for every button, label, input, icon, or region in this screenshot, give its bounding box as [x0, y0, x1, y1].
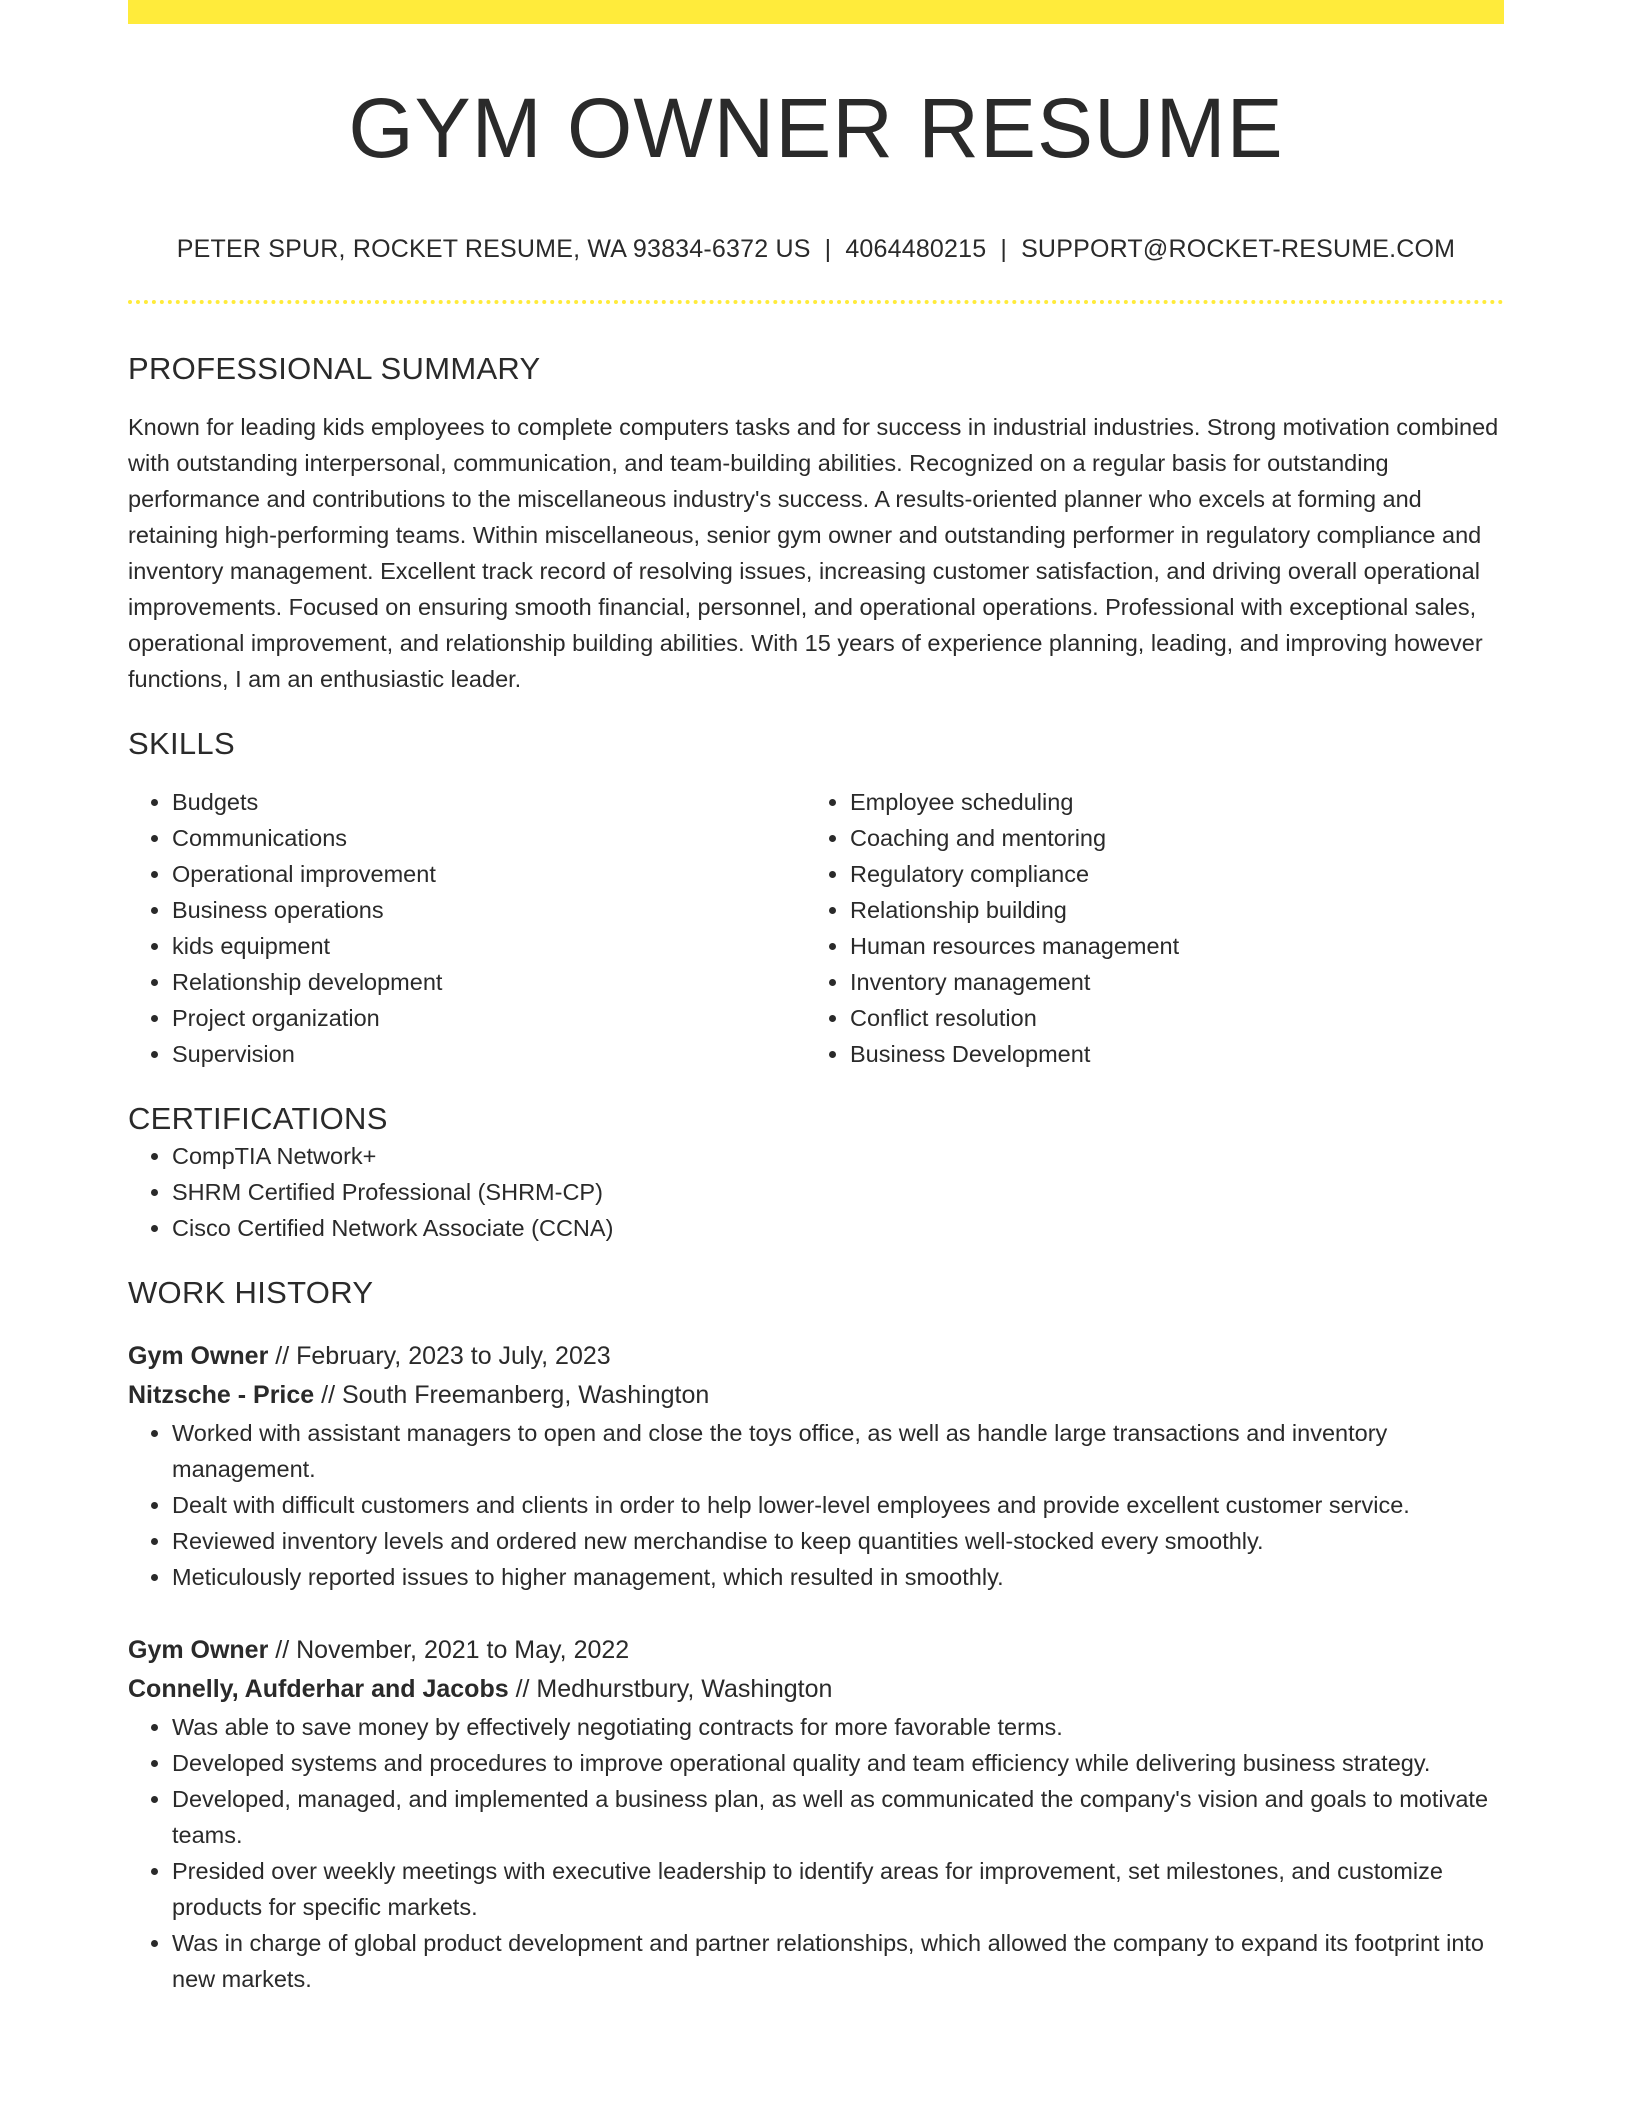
- certification-item: • SHRM Certified Professional (SHRM-CP): [172, 1174, 1504, 1210]
- skill-item: • Communications: [172, 820, 806, 856]
- skill-item: • Inventory management: [850, 964, 1484, 1000]
- job-bullets: [128, 1415, 1504, 1595]
- job-bullet: • Developed systems and procedures to improve operational quality and team efficiency while delivering business strategy.: [172, 1745, 1504, 1781]
- contact-separator: |: [1000, 235, 1008, 263]
- certifications-heading: CERTIFICATIONS: [128, 1101, 388, 1137]
- skills-heading: SKILLS: [128, 726, 235, 762]
- job-bullet: • Meticulously reported issues to higher management, which resulted in smoothly.: [172, 1559, 1504, 1595]
- job-location: // South Freemanberg, Washington: [321, 1380, 710, 1409]
- skill-item: • Relationship building: [850, 892, 1484, 928]
- contact-line: [128, 234, 1504, 264]
- job-dates: // November, 2021 to May, 2022: [275, 1635, 630, 1664]
- skill-item: • kids equipment: [172, 928, 806, 964]
- job-bullet: • Was in charge of global product development and partner relationships, which allowed the company to expand its footprint into new markets.: [172, 1925, 1504, 1997]
- work-history-heading: WORK HISTORY: [128, 1274, 374, 1310]
- contact-email: SUPPORT@ROCKET-RESUME.COM: [1021, 235, 1456, 263]
- summary-text: Known for leading kids employees to complete computers tasks and for success in industrial industries. Strong motivation combined with outstanding interpersonal, communication, and team-building abilities. Recognized on a regular basis for outstanding performance and contributions to the miscellaneous industry's success. A results-oriented planner who excels at forming and retaining high-performing teams. Within miscellaneous, senior gym owner and outstanding performer in regulatory compliance and inventory management. Excellent track record of resolving issues, increasing customer satisfaction, and driving overall operational improvements. Focused on ensuring smooth financial, personnel, and operational operations. Professional with exceptional sales, operational improvement, and relationship building abilities. With 15 years of experience planning, leading, and improving however functions, I am an enthusiastic leader.: [128, 414, 1499, 693]
- skill-item: • Conflict resolution: [850, 1000, 1484, 1036]
- job-title-line: [128, 1631, 1504, 1670]
- resume-page: [128, 0, 1504, 1997]
- job-company-line: [128, 1670, 1504, 1709]
- dotted-divider: [128, 300, 1504, 304]
- job-company-line: [128, 1376, 1504, 1415]
- skills-column-right: [806, 784, 1484, 1072]
- job-location: // Medhurstbury, Washington: [515, 1674, 833, 1703]
- skill-item: • Operational improvement: [172, 856, 806, 892]
- summary-heading: PROFESSIONAL SUMMARY: [128, 351, 541, 386]
- skill-item: • Coaching and mentoring: [850, 820, 1484, 856]
- skill-item: • Regulatory compliance: [850, 856, 1484, 892]
- skill-item: • Business Development: [850, 1036, 1484, 1072]
- resume-title: GYM OWNER RESUME: [348, 81, 1284, 175]
- certifications-list: [128, 1138, 1504, 1246]
- job-bullets: [128, 1709, 1504, 1997]
- job-dates: // February, 2023 to July, 2023: [275, 1341, 611, 1370]
- accent-top-bar: [128, 0, 1504, 24]
- skill-item: • Business operations: [172, 892, 806, 928]
- job-bullet: • Reviewed inventory levels and ordered new merchandise to keep quantities well-stocked every smoothly.: [172, 1523, 1504, 1559]
- job-bullet: • Presided over weekly meetings with executive leadership to identify areas for improvement, set milestones, and customize products for specific markets.: [172, 1853, 1504, 1925]
- job-company: Nitzsche - Price: [128, 1380, 315, 1409]
- job-entry: [128, 1337, 1504, 1595]
- job-title-line: [128, 1337, 1504, 1376]
- skills-column-left: [128, 784, 806, 1072]
- certification-item: • CompTIA Network+: [172, 1138, 1504, 1174]
- job-bullet: • Developed, managed, and implemented a business plan, as well as communicated the company's vision and goals to motivate teams.: [172, 1781, 1504, 1853]
- job-bullet: • Was able to save money by effectively negotiating contracts for more favorable terms.: [172, 1709, 1504, 1745]
- skill-item: • Budgets: [172, 784, 806, 820]
- job-title: Gym Owner: [128, 1341, 269, 1370]
- certification-item: • Cisco Certified Network Associate (CCNA): [172, 1210, 1504, 1246]
- job-entry: [128, 1631, 1504, 1997]
- contact-phone: 4064480215: [845, 235, 987, 263]
- skill-item: • Human resources management: [850, 928, 1484, 964]
- job-bullet: • Worked with assistant managers to open and close the toys office, as well as handle large transactions and inventory management.: [172, 1415, 1504, 1487]
- skill-item: • Project organization: [172, 1000, 806, 1036]
- job-title: Gym Owner: [128, 1635, 269, 1664]
- skill-item: • Employee scheduling: [850, 784, 1484, 820]
- job-bullet: • Dealt with difficult customers and clients in order to help lower-level employees and provide excellent customer service.: [172, 1487, 1504, 1523]
- skill-item: • Relationship development: [172, 964, 806, 1000]
- contact-separator: |: [824, 235, 832, 263]
- skill-item: • Supervision: [172, 1036, 806, 1072]
- job-company: Connelly, Aufderhar and Jacobs: [128, 1674, 509, 1703]
- skills-list: [128, 784, 1504, 1072]
- contact-address: PETER SPUR, ROCKET RESUME, WA 93834-6372 US: [176, 235, 811, 263]
